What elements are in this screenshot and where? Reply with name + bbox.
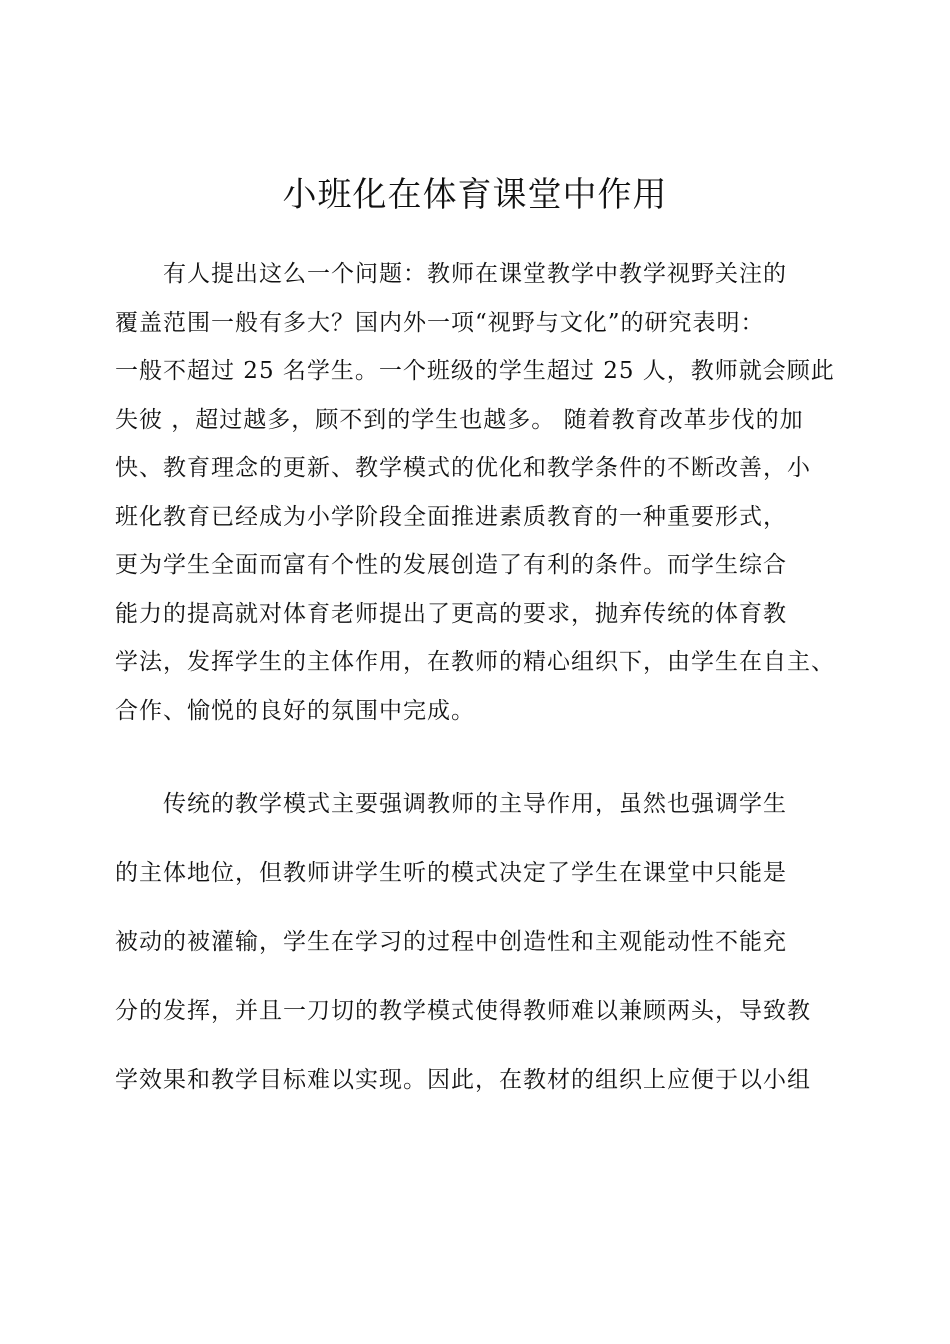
paragraph-line: 有人提出这么一个问题：教师在课堂教学中教学视野关注的 (163, 261, 787, 287)
paragraph-line: 学法，发挥学生的主体作用，在教师的精心组织下，由学生在自主、 (115, 649, 835, 675)
paragraph-line: 覆盖范围一般有多大？国内外一项“视野与文化”的研究表明： (115, 309, 765, 336)
paragraph-line: 被动的被灌输，学生在学习的过程中创造性和主观能动性不能充 (115, 929, 787, 955)
paragraph-line: 一般不超过 25 名学生。一个班级的学生超过 25 人，教师就会顾此 (115, 358, 835, 384)
paragraph-line: 分的发挥，并且一刀切的教学模式使得教师难以兼顾两头，导致教 (115, 998, 811, 1024)
paragraph-line: 合作、愉悦的良好的氛围中完成。 (115, 697, 475, 724)
document-title: 小班化在体育课堂中作用 (282, 175, 668, 215)
paragraph-line: 班化教育已经成为小学阶段全面推进素质教育的一种重要形式， (115, 503, 787, 530)
paragraph-line: 能力的提高就对体育老师提出了更高的要求，抛弃传统的体育教 (115, 600, 787, 627)
paragraph-line: 的主体地位，但教师讲学生听的模式决定了学生在课堂中只能是 (115, 860, 787, 886)
paragraph-line: 快、教育理念的更新、教学模式的优化和教学条件的不断改善，小 (115, 455, 811, 481)
paragraph-line: 传统的教学模式主要强调教师的主导作用，虽然也强调学生 (163, 791, 787, 817)
paragraph-line: 学效果和教学目标难以实现。因此，在教材的组织上应便于以小组 (115, 1067, 811, 1093)
paragraph-line: 失彼 ，超过越多，顾不到的学生也越多。 随着教育改革步伐的加 (115, 406, 804, 433)
paragraph-1 (115, 250, 840, 735)
paragraph-2 (115, 770, 840, 1115)
paragraph-line: 更为学生全面而富有个性的发展创造了有利的条件。而学生综合 (115, 552, 787, 578)
